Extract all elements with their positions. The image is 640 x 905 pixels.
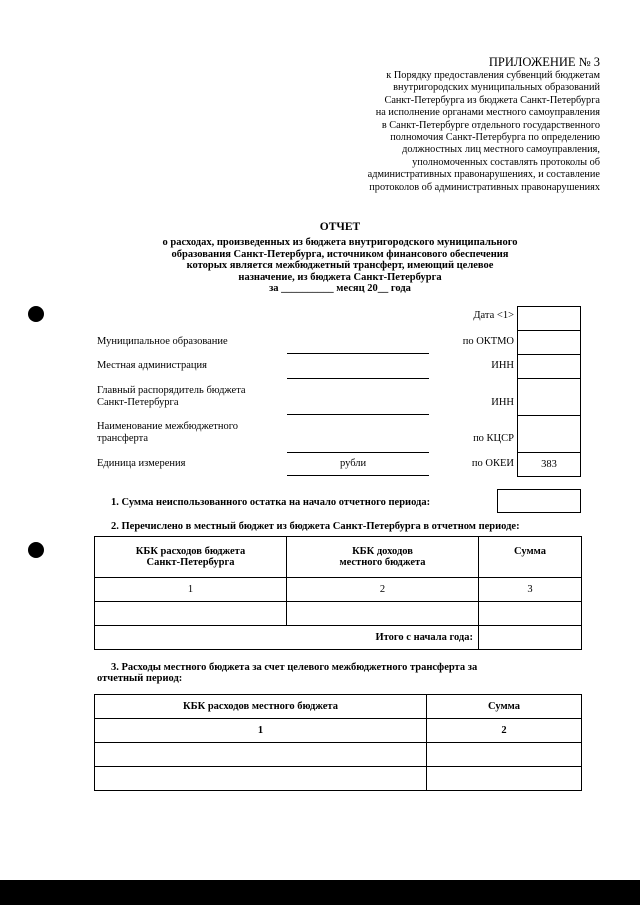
s2-cell[interactable] [287,602,479,626]
header-line: местного бюджета [339,557,426,568]
header-line: Сумма [514,546,546,557]
scan-edge-band [0,880,640,905]
s2-header-kbk-income [287,537,479,578]
section2-table [94,536,582,650]
subtitle-line: которых является межбюджетный трансферт, имеющий целевое [186,260,494,272]
date-label: Дата <1> [473,310,514,321]
section3-title [97,662,581,684]
field-value-unit: рубли [340,458,367,469]
subtitle-line: образования Санкт-Петербурга, источником финансового обеспечения [171,248,509,260]
field-line-municipality [287,353,429,354]
code-label-inn-manager: ИНН [491,397,514,408]
s2-header-sum [479,537,582,578]
annex-line: в Санкт-Петербурге отдельного государственного [381,119,600,131]
code-cell-okei[interactable]: 383 [518,453,581,477]
codes-table [517,306,581,477]
title-line: 3. Расходы местного бюджета за счет целевого межбюджетного трансферта за [111,662,478,673]
code-label-oktmo: по ОКТМО [462,336,514,347]
s3-col-number: 2 [427,719,582,743]
s2-total-label: Итого с начала года: [95,626,479,650]
report-subtitle [90,237,590,295]
s2-col-number: 2 [287,578,479,602]
section1-value-box[interactable] [497,489,581,513]
annex-line: на исполнение органами местного самоуправления [375,107,600,119]
subtitle-line: о расходах, произведенных из бюджета внутригородского муниципального [162,237,518,248]
subtitle-line: за __________ месяц 20__ года [269,283,411,295]
annex-line: уполномоченных составлять протоколы об [412,156,600,168]
s3-header-sum: Сумма [427,695,582,719]
field-label-municipality: Муниципальное образование [97,336,228,347]
report-title: ОТЧЕТ [319,221,361,233]
subtitle-line: назначение, из бюджета Санкт-Петербурга [238,271,442,283]
header-line: Санкт-Петербурга [146,557,235,568]
annex-line: полномочия Санкт-Петербурга по определению [390,132,600,144]
s2-col-number: 3 [479,578,582,602]
s2-cell[interactable] [95,602,287,626]
s2-col-number: 1 [95,578,287,602]
s2-total-value[interactable] [479,626,582,650]
s2-header-kbk-expense [95,537,287,578]
s3-col-number: 1 [95,719,427,743]
field-line-chief-manager [287,414,429,415]
field-line-administration [287,378,429,379]
annex-title: ПРИЛОЖЕНИЕ № 3 [488,55,600,69]
code-cell-inn-manager[interactable] [518,379,581,416]
annex-line: протоколов об административных правонарушениях [369,181,600,193]
s3-cell[interactable] [95,767,427,791]
s3-cell[interactable] [427,767,582,791]
annex-line: Санкт-Петербурга из бюджета Санкт-Петербурга [384,94,600,106]
label-line: Главный распорядитель бюджета [97,385,246,396]
label-line: Наименование межбюджетного [97,421,238,432]
s2-cell[interactable] [479,602,582,626]
code-cell-oktmo[interactable] [518,331,581,355]
field-label-chief-manager [97,385,246,409]
code-cell-date[interactable] [518,307,581,331]
label-line: Санкт-Петербурга [97,397,179,408]
header-line: КБК расходов бюджета [135,546,246,557]
annex-line: должностных лиц местного самоуправления, [402,144,600,156]
s3-cell[interactable] [427,743,582,767]
annex-line: к Порядку предоставления субвенций бюджетам [386,70,600,81]
code-cell-inn-admin[interactable] [518,355,581,379]
section2-title: 2. Перечислено в местный бюджет из бюджета Санкт-Петербурга в отчетном периоде: [111,521,520,532]
s3-header-kbk: КБК расходов местного бюджета [95,695,427,719]
title-line: отчетный период: [97,673,183,684]
code-label-kcsr: по КЦСР [473,433,514,444]
binder-hole-bottom [28,542,44,558]
code-label-inn-admin: ИНН [491,360,514,371]
annex-line: административных правонарушениях, и составление [367,169,600,181]
header-line: КБК доходов [352,546,413,557]
field-line-unit [287,475,429,476]
s3-cell[interactable] [95,743,427,767]
field-label-administration: Местная администрация [97,360,207,371]
field-line-transfer-name [287,452,429,453]
annex-line: внутригородских муниципальных образований [393,82,600,94]
field-label-unit: Единица измерения [97,458,186,469]
label-line: трансферта [97,433,148,444]
annex-text [310,70,600,194]
code-label-okei: по ОКЕИ [471,458,514,469]
section3-table [94,694,582,791]
section1-title: 1. Сумма неиспользованного остатка на начало отчетного периода: [111,497,431,508]
code-cell-kcsr[interactable] [518,416,581,453]
binder-hole-top [28,306,44,322]
field-label-transfer-name [97,421,238,445]
